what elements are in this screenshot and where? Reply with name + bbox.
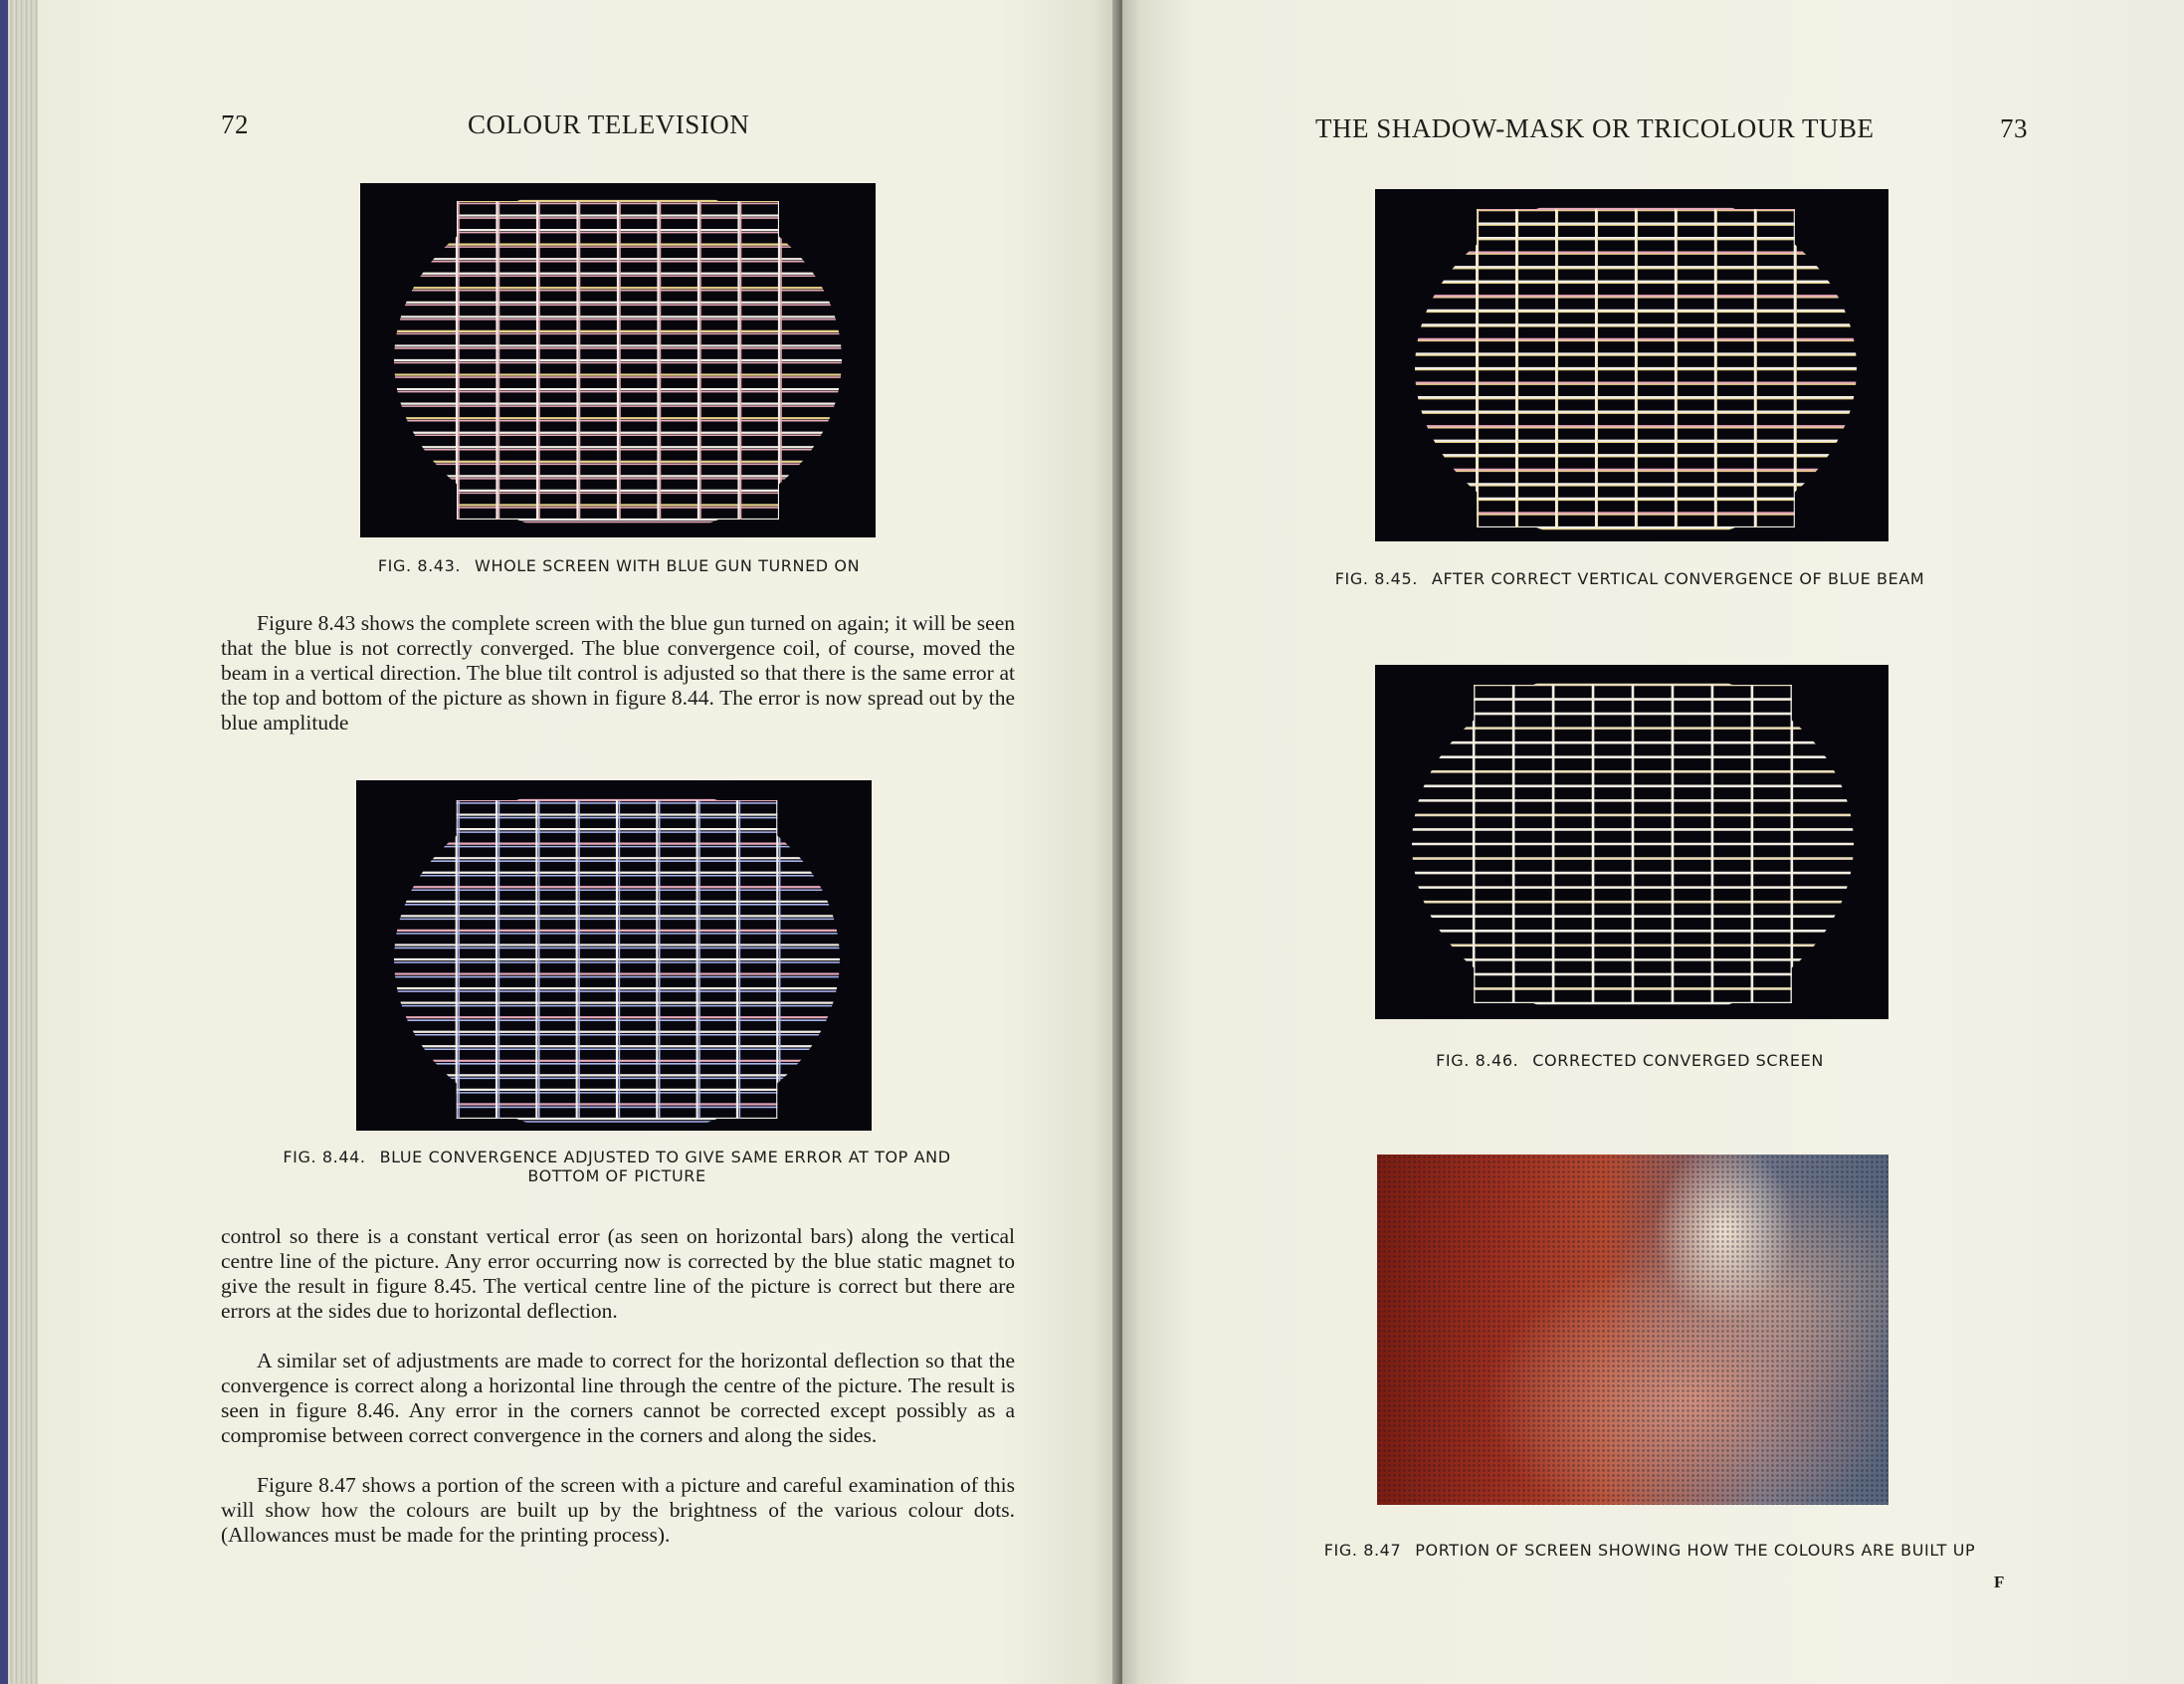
figure-caption — [1272, 1541, 2028, 1560]
right-page — [1122, 0, 2184, 1684]
convergence-grid — [1375, 665, 1888, 1019]
body-paragraph — [221, 1349, 1015, 1448]
figure-8-43 — [360, 183, 876, 537]
caption-text: BLUE CONVERGENCE ADJUSTED TO GIVE SAME ERROR AT TOP AND — [379, 1148, 951, 1166]
figure-8-46 — [1375, 665, 1888, 1019]
body-paragraph — [221, 1224, 1015, 1324]
caption-text: BOTTOM OF PICTURE — [527, 1166, 706, 1185]
caption-text: WHOLE SCREEN WITH BLUE GUN TURNED ON — [475, 556, 861, 575]
figure-caption — [239, 1148, 995, 1185]
figure-number: FIG. 8.45. — [1334, 569, 1418, 588]
binding-strip — [0, 0, 8, 1684]
grid-lines — [394, 800, 840, 1122]
caption-text: AFTER CORRECT VERTICAL CONVERGENCE OF BLUE BEAM — [1431, 569, 1925, 588]
page-edges — [8, 0, 38, 1684]
page-number: 72 — [221, 109, 249, 139]
body-paragraph — [221, 1473, 1015, 1548]
paragraph-text: Figure 8.47 shows a portion of the screen with a picture and careful examination of this will show how the colours are built up by the brightness of the various colour dots. (Allowances must be made for the printing process). — [221, 1473, 1015, 1547]
caption-text: CORRECTED CONVERGED SCREEN — [1532, 1051, 1824, 1070]
paragraph-text: control so there is a constant vertical error (as seen on horizontal bars) along the vertical centre line of the picture. Any error occurring now is corrected by the blue static magnet to give the result in figure 8.45. The vertical centre line of the picture is correct but there are errors at the sides due to horizontal deflection. — [221, 1224, 1015, 1323]
phosphor-dot-pattern — [1377, 1155, 1888, 1505]
figure-number: FIG. 8.43. — [377, 556, 462, 575]
convergence-grid — [356, 780, 872, 1131]
caption-text: PORTION OF SCREEN SHOWING HOW THE COLOURS ARE BUILT UP — [1415, 1541, 1976, 1560]
grid-lines — [1415, 209, 1857, 529]
paragraph-text: A similar set of adjustments are made to correct for the horizontal deflection so that the convergence is correct along a horizontal line through the centre of the picture. The result is seen in figure 8.46. Any error in the corners cannot be corrected except possibly as a compromise between correct convergence in the corners and along the sides. — [221, 1349, 1015, 1447]
figure-caption — [300, 556, 937, 575]
figure-number: FIG. 8.44. — [283, 1148, 366, 1166]
screen-photo-portrait — [1377, 1155, 1888, 1505]
grid-lines — [394, 201, 842, 523]
running-head: COLOUR TELEVISION — [468, 109, 750, 139]
body-paragraph — [221, 611, 1015, 736]
signature-mark: F — [1994, 1573, 2005, 1591]
figure-8-45 — [1375, 189, 1888, 541]
page-number: 73 — [2000, 113, 2028, 143]
figure-caption — [1311, 569, 1948, 588]
convergence-grid — [360, 183, 876, 537]
grid-lines — [1412, 685, 1854, 1003]
figure-8-44 — [356, 780, 872, 1131]
convergence-grid — [1375, 189, 1888, 541]
figure-number: FIG. 8.47 — [1323, 1541, 1402, 1560]
figure-number: FIG. 8.46. — [1436, 1051, 1519, 1070]
figure-caption — [1311, 1051, 1948, 1070]
paragraph-text: Figure 8.43 shows the complete screen with the blue gun turned on again; it will be seen that the blue is not correctly converged. The blue convergence coil, of course, moved the beam in a vertical direction. The blue tilt control is adjusted so that there is the same error at the top and bottom of the picture as shown in figure 8.44. The error is now spread out by the blue amplitude — [221, 611, 1015, 735]
running-head: THE SHADOW-MASK OR TRICOLOUR TUBE — [1315, 113, 1875, 143]
